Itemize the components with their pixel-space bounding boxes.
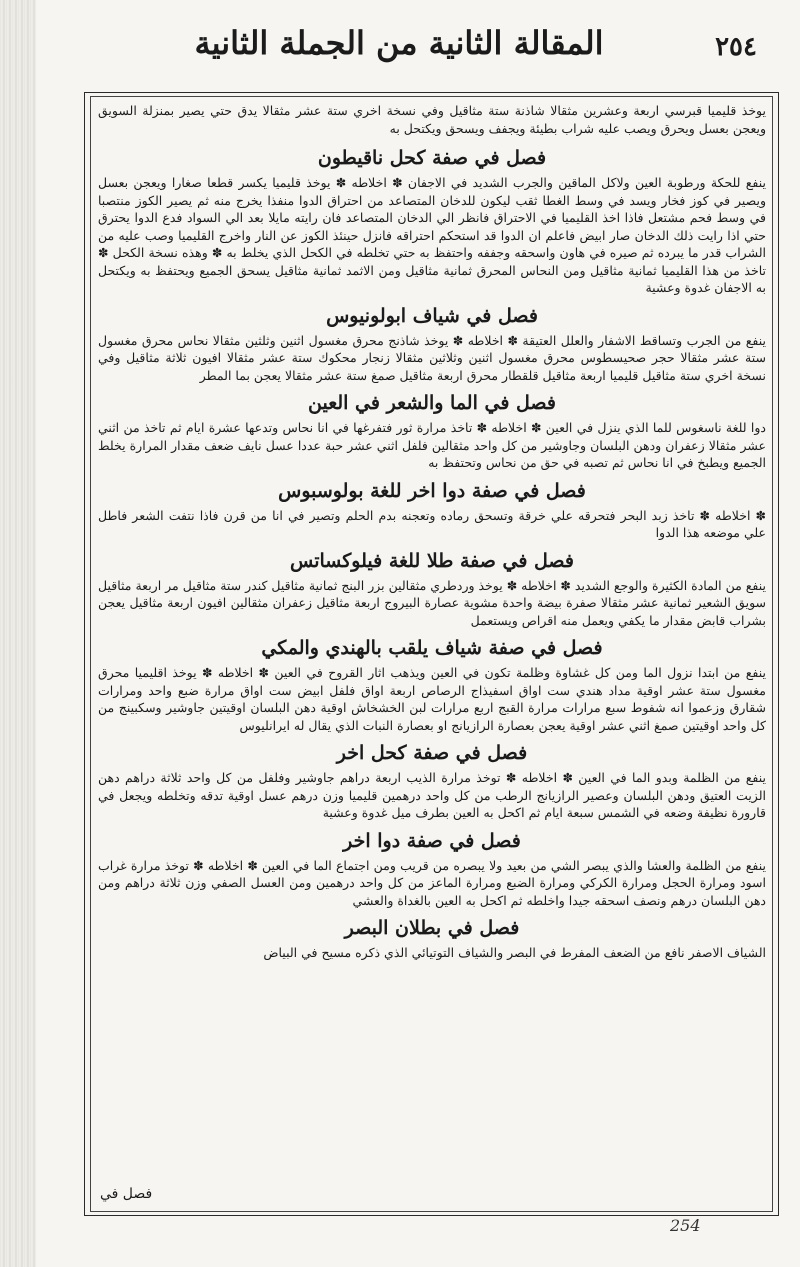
section xyxy=(98,635,766,734)
section-text: الشياف الاصفر نافع من الضعف المفرط في البصر والشياف التوتيائي الذي ذكره مسيح في البياض xyxy=(263,945,766,960)
section-text: ينفع من الجرب وتساقط الاشفار والعلل العتيقة ✽ اخلاطه ✽ يوخذ شاذنج محرق مغسول اثنين وثلثين مثقالا نحاس محرق مغسول ستة عشر مثقالا حجر صحيسطوس محرق مغسول اثنين وثلاثين مثقالا زنجار محكوك ستة عشر مثقالا افيون ثلاثة مثاقيل وفي نسخة اخري ستة مثاقيل قليميا اربعة مثاقيل قلقطار محرق اربعة مثاقيل صمغ ستة عشر مثقالا يعجن بما المطر xyxy=(98,332,766,383)
section-text: ينفع من ابتدا نزول الما ومن كل غشاوة وظلمة تكون في العين ويذهب اثار القروح في العين ✽ اخلاطه ✽ يوخذ اقليميا محرق مغسول ستة عشر اوقية مداد هندي ست اواق اسفيذاج الرصاص اربعة اواق فلفل ابيض ست اواق مرارة ضبع واحد ومرارات شقارق وزعموا انه شفوط سبع مرارات مرارة القبج اربع مرارات لبن الخشخاش اوقية دهن البلسان اوقيتين جاوشير وسكبينج من كل واحد اوقيتين صمغ اثني عشر اوقية يعجن بعصارة الرازيانج او بعصارة النبات الذي يقال له ايرانليوس xyxy=(98,665,766,733)
section-text: ينفع من الظلمة وبدو الما في العين ✽ اخلاطه ✽ توخذ مرارة الذيب اربعة دراهم جاوشير وفلفل من كل واحد ثلاثة دراهم دهن الزيت العتيق ودهن البلسان وعصير الرازيانج الرطب من كل واحد درهمين قليميا وزن درهم عسل اوقية تدقه وتخلطه ويجعل في قارورة نظيفة وضعه في الشمس سبعة ايام ثم اكحل به العين بطرف ميل غدوة وعشية xyxy=(98,770,766,820)
section-heading: فصل في صفة شياف يلقب بالهندي والمكي xyxy=(261,637,603,659)
catchword: فصل في xyxy=(100,1186,153,1202)
section-heading: فصل في صفة دوا اخر للغة بولوسبوس xyxy=(278,479,586,502)
section-heading: فصل في شياف ابولونيوس xyxy=(326,304,538,327)
page-body xyxy=(98,100,766,1206)
section-heading: فصل في صفة كحل ناقيطون xyxy=(317,147,547,169)
running-title: المقالة الثانية من الجملة الثانية xyxy=(194,24,604,62)
section-heading: فصل في الما والشعر في العين xyxy=(308,392,556,414)
section-text: ينفع من الظلمة والعشا والذي يبصر الشي من بعيد ولا يبصره من قريب ومن اجتماع الما في العين ✽ اخلاطه ✽ توخذ مرارة غراب اسود ومرارة الحجل ومرارة الكركي ومرارة الضبع ومرارة الماعز من كل واحد درهمين ومن العسل الصفي وزن ثلاثة دراهم ومن دهن البلسان درهم ونصف اسحقه جيدا واخلطه ثم اكحل به العين بالغداة والعشي xyxy=(98,857,766,908)
page-header xyxy=(84,18,779,88)
section-text: ينفع للحكة ورطوبة العين ولاكل الماقين والجرب الشديد في الاجفان ✽ اخلاطه ✽ يوخذ قليميا يكسر قطعا صغارا ويعجن بعسل ويصير في كوز فخار ويسد في وسط الغطا ثقب ليكون للدخان المتصاعد من احتراق الدوا منفذا يخرج منه ثم يصير الكوز منتصبا في وسط فحم مشتعل فاذا اخذ القليميا في الاحتراق فانظر الي الدخان المتصاعد فان رايته مايلا بعد الي السواد فدع الدوا يحترق حتي اذا رايت ذلك الدخان صار ابيض فاعلم ان الدوا قد استحكم احتراقه فانزل حينئذ الكوز عن النار واخرج القليميا وصب عليه من الشراب قدر ما يبرده ثم صيره في هاون واسحقه وجففه واحتفظ به حتي تخلطه في الكحل الذي يخلط به ✽ وهذه نسخة الكحل ✽ تاخذ من هذا القليميا ثمانية مثاقيل ومن النحاس المحرق ثمانية مثاقيل ومن الاثمد ثمانية مثاقيل يسحق الجميع ويحتفظ به ويكتحل به الاجفان غدوة وعشية xyxy=(98,175,766,295)
section xyxy=(98,478,766,542)
section xyxy=(98,740,766,822)
intro-paragraph: يوخذ قليميا قبرسي اربعة وعشرين مثقالا شاذنة ستة مثاقيل وفي نسخة اخري ستة عشر مثقالا يدق حتي يصير بمنزلة السويق ويعجن بعسل ويحرق ويصب عليه شراب بطيئة ويجفف ويسحق ويكتحل به xyxy=(98,103,766,136)
section xyxy=(98,303,766,385)
page-edge-shadow xyxy=(0,0,36,1267)
section-text: دوا للغة ناسغوس للما الذي ينزل في العين ✽ اخلاطه ✽ تاخذ مرارة ثور فتفرغها في انا نحاس وتدعها عشرة ايام ثم تاخذ من اثني عشر مثقالا زعفران ودهن البلسان وجاوشير من كل واحد مثقالين فلفل اثني عشر حبة عددا عسل نايف ضعف مقدار المرارة يخلط الجميع ويطبخ في انا نحاس ثم تصبه في حق من نحاس وتحتفظ به xyxy=(98,420,766,470)
section xyxy=(98,828,766,910)
section xyxy=(98,390,766,472)
section-heading: فصل في بطلان البصر xyxy=(344,917,520,939)
section-heading: فصل في صفة كحل اخر xyxy=(336,742,528,764)
section-text: ✽ اخلاطه ✽ تاخذ زبد البحر فتحرقه علي خرقة وتسحق رماده وتعجنه بدم الحلم وتصير في انا من قرن فاذا نتفت الشعر فاطل علي موضعه هذا الدوا xyxy=(98,507,766,540)
section xyxy=(98,145,766,297)
page-number-bottom: 254 xyxy=(670,1216,701,1235)
section-heading: فصل في صفة طلا للغة فيلوكساتس xyxy=(290,549,574,572)
section-text: ينفع من المادة الكثيرة والوجع الشديد ✽ اخلاطه ✽ يوخذ وردطري مثقالين بزر البنج ثمانية مثاقيل كندر ستة مثاقيل مر اربعة مثاقيل سويق الشعير ثمانية عشر مثقالا صفرة بيضة واحدة مشوية عصارة البيروج اربعة مثاقيل زعفران مثقالين افيون اربعة مثاقيل يعجن بشراب قابض مقدار ما يكفي ويعمل منه اقراص ويستعمل xyxy=(98,577,766,628)
page-number-top: ٢٥٤ xyxy=(715,32,757,62)
section-heading: فصل في صفة دوا اخر xyxy=(343,829,521,852)
section xyxy=(98,548,766,630)
section xyxy=(98,915,766,962)
